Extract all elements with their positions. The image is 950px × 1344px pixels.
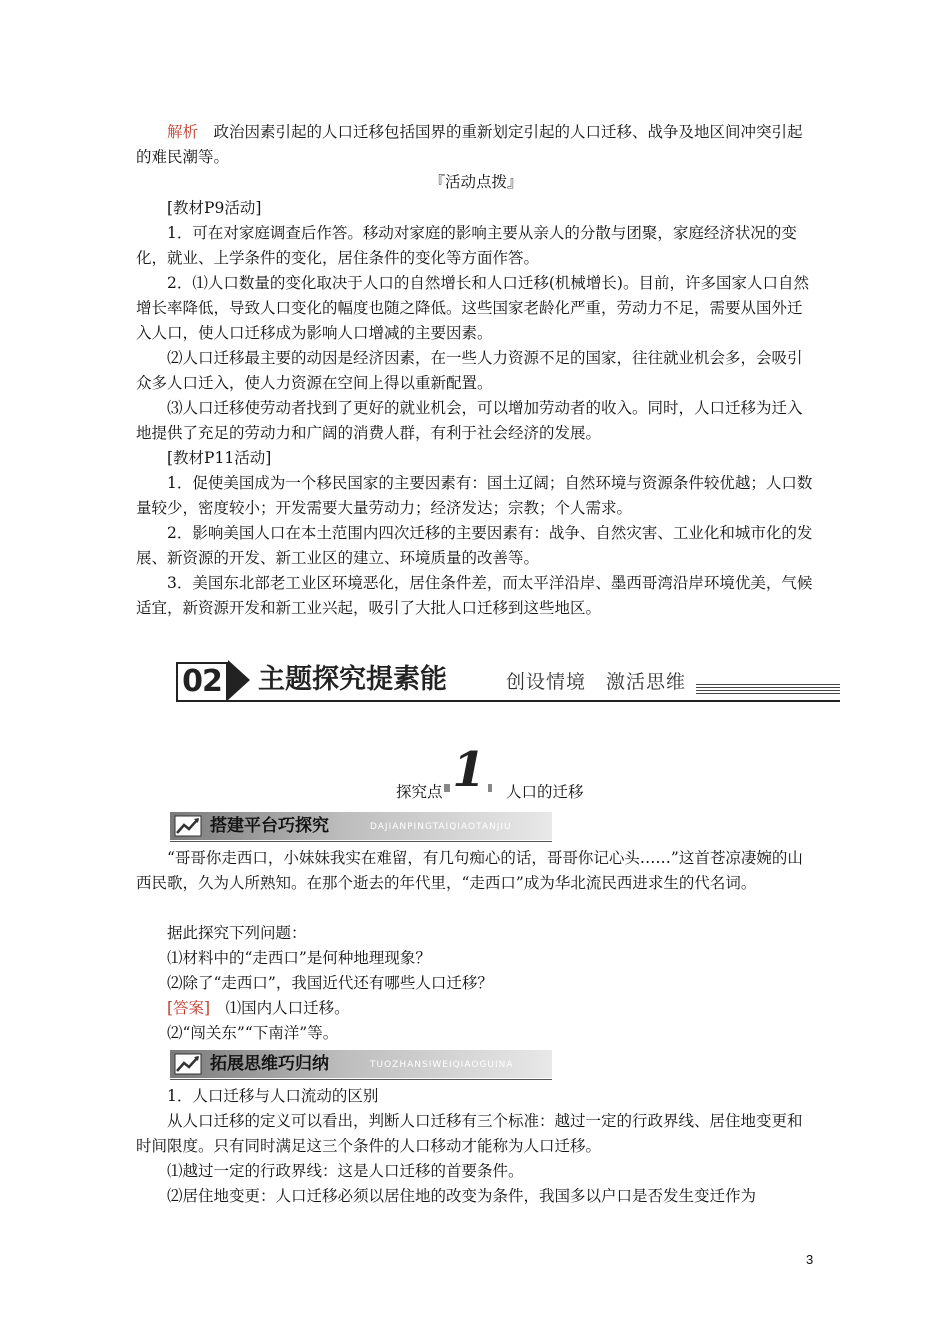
- banner-pinyin: DAJIANPINGTAIQIAOTANJIU: [370, 822, 512, 832]
- p9-label: [教材P9活动]: [167, 199, 262, 217]
- material-prompt: 据此探究下列问题：: [167, 924, 307, 942]
- question-1: ⑴材料中的“走西口”是何种地理现象？: [167, 949, 431, 967]
- section-underline: [176, 700, 840, 702]
- p9-item-2: 2．⑴人口数量的变化取决于人口的自然增长和人口迁移(机械增长)。目前，许多国家人口自然增长率降低，导致人口变化的幅度也随之降低。这些国家老龄化严重，劳动力不足，需要从国外迁入人口，使人口迁移成为影响人口增减的主要因素。: [136, 274, 809, 342]
- analysis-paragraph: [136, 120, 816, 170]
- analysis-text: 政治因素引起的人口迁移包括国界的重新划定引起的人口迁移、战争及地区间冲突引起的难民潮等。: [136, 123, 803, 166]
- p11-item-2: 2．影响美国人口在本土范围内四次迁移的主要因素有：战争、自然灾害、工业化和城市化的发展、新资源的开发、新工业区的建立、环境质量的改善等。: [136, 524, 813, 567]
- page-number: 3: [806, 1252, 814, 1267]
- summary-intro: 从人口迁移的定义可以看出，判断人口迁移有三个标准：越过一定的行政界线、居住地变更和时间限度。只有同时满足这三个条件的人口移动才能称为人口迁移。: [136, 1112, 803, 1155]
- section-header: [176, 660, 840, 702]
- answer-label: [答案]: [167, 999, 211, 1017]
- summary-point-2: ⑵居住地变更：人口迁移必须以居住地的改变为条件，我国多以户口是否发生变迁作为: [167, 1187, 757, 1205]
- p11-item-3: 3．美国东北部老工业区环境恶化，居住条件差，而太平洋沿岸、墨西哥湾沿岸环境优美，气候适宜，新资源开发和新工业兴起，吸引了大批人口迁移到这些地区。: [136, 574, 813, 617]
- section-title: 主题探究提素能: [258, 664, 447, 695]
- topic-title: 人口的迁移: [506, 783, 584, 801]
- activity-heading: 『活动点拨』: [429, 173, 523, 191]
- p9-item-3: ⑵人口迁移最主要的动因是经济因素，在一些人力资源不足的国家，往往就业机会多，会吸引众多人口迁入，使人力资源在空间上得以重新配置。: [136, 349, 803, 392]
- section-decoration: [696, 684, 840, 694]
- section-subtitle: 创设情境 激活思维: [506, 671, 687, 693]
- banner-expand-thinking: [170, 1050, 552, 1080]
- material-paragraph: “哥哥你走西口，小妹妹我实在难留，有几句痴心的话，哥哥你记心头……”这首苍凉凄婉的山西民歌，久为人所熟知。在那个逝去的年代里，“走西口”成为华北流民西进求生的代名词。: [136, 849, 803, 892]
- answer-2: ⑵“闯关东”“下南洋”等。: [167, 1024, 339, 1042]
- trend-chart-icon: [174, 1052, 202, 1076]
- topic-label: 探究点: [396, 783, 443, 801]
- topic-number: 1: [450, 748, 488, 792]
- banner-title: 拓展思维巧归纳: [210, 1054, 329, 1074]
- summary-heading: 1．人口迁移与人口流动的区别: [167, 1087, 379, 1105]
- answer-1: [答案] ⑴国内人口迁移。: [167, 999, 350, 1017]
- p9-item-1: 1．可在对家庭调查后作答。移动对家庭的影响主要从亲人的分散与团聚，家庭经济状况的变化，就业、上学条件的变化，居住条件的变化等方面作答。: [136, 224, 797, 267]
- p11-label: [教材P11活动]: [167, 449, 272, 467]
- p11-item-1: 1．促使美国成为一个移民国家的主要因素有：国土辽阔；自然环境与资源条件较优越；人口数量较少，密度较小；开发需要大量劳动力；经济发达；宗教；个人需求。: [136, 474, 813, 517]
- banner-title: 搭建平台巧探究: [210, 816, 329, 836]
- banner-pinyin: TUOZHANSIWEIQIAOGUINA: [370, 1060, 514, 1070]
- analysis-label: 解析: [167, 123, 199, 141]
- banner-build-platform: [170, 812, 552, 842]
- section-number: 02: [176, 662, 228, 702]
- question-2: ⑵除了“走西口”，我国近代还有哪些人口迁移？: [167, 974, 493, 992]
- summary-point-1: ⑴越过一定的行政界线：这是人口迁移的首要条件。: [167, 1162, 524, 1180]
- trend-chart-icon: [174, 814, 202, 838]
- p9-item-4: ⑶人口迁移使劳动者找到了更好的就业机会，可以增加劳动者的收入。同时，人口迁移为迁入地提供了充足的劳动力和广阔的消费人群，有利于社会经济的发展。: [136, 399, 803, 442]
- section-arrow-icon: [228, 660, 250, 700]
